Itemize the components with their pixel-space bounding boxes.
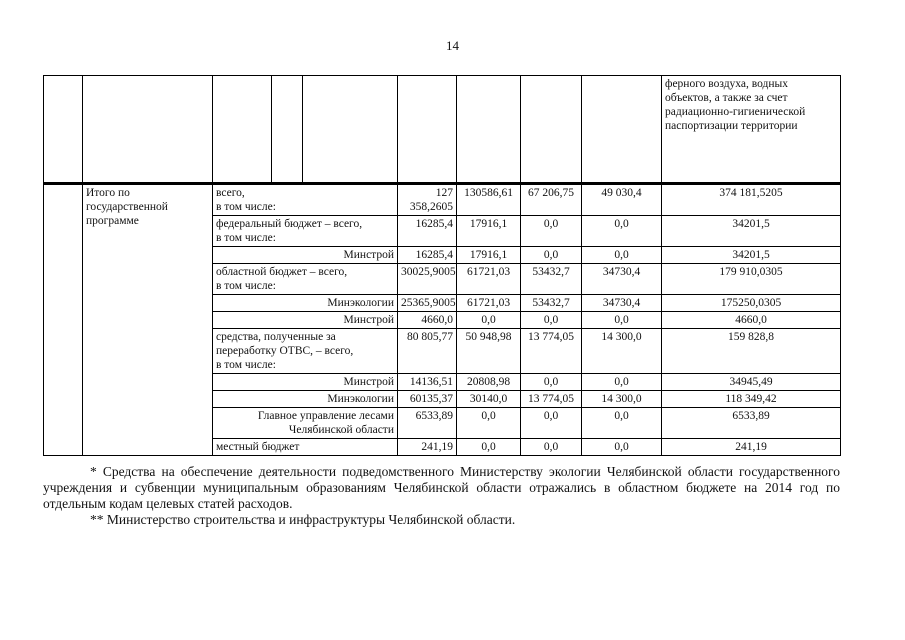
value-cell: 34730,4: [582, 295, 662, 312]
value-cell: 49 030,4: [582, 184, 662, 216]
row-label: областной бюджет – всего, в том числе:: [213, 264, 398, 295]
row-label: Минстрой: [213, 312, 398, 329]
value-cell: 0,0: [521, 247, 582, 264]
value-cell: 0,0: [582, 247, 662, 264]
page-number: 14: [446, 38, 459, 53]
value-cell: 118 349,42: [662, 391, 841, 408]
table-cell: [83, 76, 213, 184]
row-label: федеральный бюджет – всего, в том числе:: [213, 216, 398, 247]
budget-table: [43, 75, 841, 456]
value-cell: 175250,0305: [662, 295, 841, 312]
row-label: Минстрой: [213, 247, 398, 264]
value-cell: 6533,89: [662, 408, 841, 439]
value-cell: 0,0: [521, 439, 582, 456]
value-cell: 25365,9005: [398, 295, 457, 312]
value-cell: 0,0: [582, 312, 662, 329]
value-cell: 14136,51: [398, 374, 457, 391]
value-cell: 16285,4: [398, 216, 457, 247]
value-cell: 0,0: [582, 374, 662, 391]
value-cell: 0,0: [521, 374, 582, 391]
row-label: местный бюджет: [213, 439, 398, 456]
value-cell: 0,0: [457, 439, 521, 456]
value-cell: 0,0: [521, 408, 582, 439]
value-cell: 0,0: [582, 408, 662, 439]
value-cell: 127 358,2605: [398, 184, 457, 216]
value-cell: 80 805,77: [398, 329, 457, 374]
row-label: всего, в том числе:: [213, 184, 398, 216]
table-cell: [44, 76, 83, 184]
value-cell: 67 206,75: [521, 184, 582, 216]
program-label: Итого по государственной программе: [83, 184, 213, 456]
value-cell: 241,19: [662, 439, 841, 456]
row-label: Минэкологии: [213, 295, 398, 312]
footnote-1: * Средства на обеспечение деятельности подведомственного Министерству экологии Челябинской области государственного учреждения и субвенции муниципальным образованиям Челябинской области отражались в областном бюджете на 2014 год по отдельным кодам целевых статей расходов.: [43, 464, 840, 511]
value-cell: 50 948,98: [457, 329, 521, 374]
value-cell: 159 828,8: [662, 329, 841, 374]
value-cell: 130586,61: [457, 184, 521, 216]
value-cell: 61721,03: [457, 295, 521, 312]
value-cell: 34730,4: [582, 264, 662, 295]
value-cell: 374 181,5205: [662, 184, 841, 216]
table-cell: [521, 76, 582, 184]
table-row-continued: [44, 76, 841, 184]
value-cell: 0,0: [521, 312, 582, 329]
value-cell: 53432,7: [521, 264, 582, 295]
value-cell: 13 774,05: [521, 391, 582, 408]
value-cell: 30140,0: [457, 391, 521, 408]
continued-text: ферного воздуха, водных объектов, а также за счет радиационно-гигиенической паспортизации территории: [662, 76, 841, 184]
value-cell: 60135,37: [398, 391, 457, 408]
footnotes: [43, 464, 840, 528]
value-cell: 241,19: [398, 439, 457, 456]
value-cell: 0,0: [457, 408, 521, 439]
value-cell: 4660,0: [398, 312, 457, 329]
value-cell: 4660,0: [662, 312, 841, 329]
value-cell: 34201,5: [662, 216, 841, 247]
value-cell: 179 910,0305: [662, 264, 841, 295]
value-cell: 20808,98: [457, 374, 521, 391]
table-row: [44, 184, 841, 216]
table-cell: [213, 76, 272, 184]
value-cell: 13 774,05: [521, 329, 582, 374]
table-cell: [582, 76, 662, 184]
footnote-2: ** Министерство строительства и инфраструктуры Челябинской области.: [90, 512, 516, 527]
value-cell: 30025,9005: [398, 264, 457, 295]
value-cell: 0,0: [582, 439, 662, 456]
table-cell: [457, 76, 521, 184]
value-cell: 61721,03: [457, 264, 521, 295]
value-cell: 34945,49: [662, 374, 841, 391]
value-cell: 14 300,0: [582, 391, 662, 408]
row-label: Минстрой: [213, 374, 398, 391]
table-cell: [272, 76, 303, 184]
value-cell: 17916,1: [457, 247, 521, 264]
value-cell: 0,0: [582, 216, 662, 247]
empty-cell: [44, 184, 83, 456]
value-cell: 34201,5: [662, 247, 841, 264]
value-cell: 0,0: [457, 312, 521, 329]
table-cell: [303, 76, 398, 184]
value-cell: 53432,7: [521, 295, 582, 312]
table-cell: [398, 76, 457, 184]
value-cell: 0,0: [521, 216, 582, 247]
row-label: Главное управление лесами Челябинской области: [213, 408, 398, 439]
row-label: средства, полученные за переработку ОТВС, – всего, в том числе:: [213, 329, 398, 374]
row-label: Минэкологии: [213, 391, 398, 408]
value-cell: 17916,1: [457, 216, 521, 247]
value-cell: 6533,89: [398, 408, 457, 439]
value-cell: 16285,4: [398, 247, 457, 264]
value-cell: 14 300,0: [582, 329, 662, 374]
